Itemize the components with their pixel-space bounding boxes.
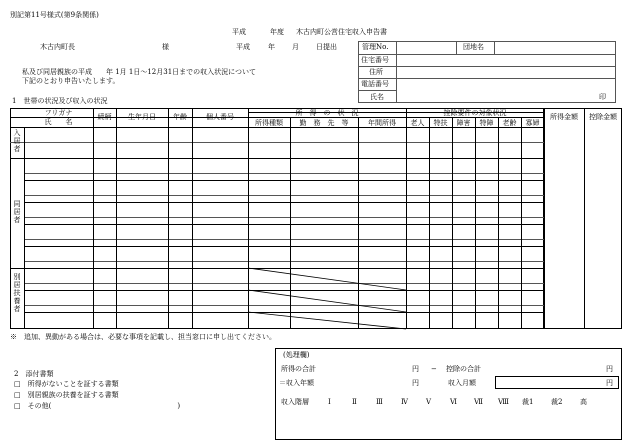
submit-month: 月	[292, 43, 299, 51]
group-deduction: 控除要件の対象状況	[443, 109, 507, 117]
col-age: 年齢	[173, 113, 187, 121]
section1-title: 1 世帯の状況及び収入の状況	[12, 97, 108, 105]
monthly-income-label: 収入月額	[448, 379, 476, 387]
title-era: 平成	[232, 28, 246, 36]
side-resident: 入居者	[13, 129, 21, 153]
rank-sai2: 裁2	[551, 398, 563, 406]
income-total-label: 所得の合計	[281, 365, 316, 373]
monthly-income-field	[495, 376, 619, 389]
rank-high: 高	[580, 398, 587, 406]
rank-2: Ⅱ	[352, 398, 357, 406]
submit-year: 年	[268, 43, 275, 51]
col-elderly: 老人	[410, 119, 425, 127]
form-title: 木古内町公営住宅収入申告書	[296, 28, 387, 36]
rank-1: Ⅰ	[328, 398, 331, 406]
deduction-total-label: 控除の合計	[446, 365, 481, 373]
submit-day: 日提出	[316, 43, 337, 51]
col-name: 氏 名	[44, 118, 73, 126]
col-deduction-amount: 控除金額	[589, 113, 617, 121]
col-relation: 続柄	[97, 113, 112, 121]
statement-line2: 下記のとおり申告いたします。	[22, 77, 120, 85]
rank-7: Ⅶ	[474, 398, 484, 406]
rank-6: Ⅵ	[450, 398, 458, 406]
col-disabled: 障害	[456, 119, 471, 127]
rank-label: 収入階層	[281, 398, 309, 406]
col-special: 特扶	[433, 119, 448, 127]
rank-3: Ⅲ	[376, 398, 383, 406]
processing-box	[275, 348, 622, 440]
name-label: 氏名	[370, 93, 384, 101]
col-workplace: 勤 務 先 等	[299, 119, 349, 127]
addressee-mayor: 木古内町長	[40, 43, 75, 51]
group-income: 所 得 の 状 況	[295, 109, 359, 117]
col-aged-spouse: 老齢	[502, 119, 517, 127]
processing-title: (処理欄)	[283, 351, 310, 359]
attach-item-1: □ 所得がないことを証する書類	[14, 380, 119, 388]
title-year-suffix: 年度	[270, 28, 284, 36]
addressee-honorific: 様	[162, 43, 169, 51]
rank-sai1: 裁1	[522, 398, 534, 406]
address-label: 住所	[369, 68, 383, 76]
phone-label: 電話番号	[361, 80, 389, 88]
kanri-no-label: 管理No.	[362, 43, 389, 51]
danchi-label: 団地名	[463, 43, 484, 51]
jutaku-no-label: 住宅番号	[361, 56, 389, 64]
seal-mark: 印	[599, 93, 606, 101]
attach-item-3: □ その他( )	[14, 402, 181, 410]
col-widow: 寡婦	[525, 119, 540, 127]
rank-5: Ⅴ	[426, 398, 432, 406]
attach-item-2: □ 別居親族の扶養を証する書類	[14, 391, 119, 399]
col-dob: 生年月日	[128, 113, 156, 121]
income-total-yen: 円	[412, 365, 419, 373]
col-income-amount: 所得金額	[550, 113, 578, 121]
deduction-total-yen: 円	[606, 365, 613, 373]
rank-4: Ⅳ	[401, 398, 408, 406]
col-personal-no: 個人番号	[206, 113, 234, 121]
col-annual: 年間所得	[368, 119, 396, 127]
annual-income-yen: 円	[412, 379, 419, 387]
col-income-type: 所得種類	[255, 119, 283, 127]
side-separate: 別居扶養者	[13, 273, 21, 313]
note: ※ 追加、異動がある場合は、必要な事項を記載し、担当窓口に申し出てください。	[10, 333, 276, 341]
monthly-income-yen: 円	[606, 379, 613, 387]
section2-title: 2 添付書類	[14, 370, 54, 378]
col-furigana: フリガナ	[44, 109, 73, 117]
col-special-disabled: 特障	[479, 119, 494, 127]
minus-sign: −	[431, 365, 437, 373]
statement-line1: 私及び同居親族の平成 年 1月 1日〜12月31日までの収入状況について	[22, 68, 257, 76]
side-cohabitant: 同居者	[13, 200, 21, 224]
submit-era: 平成	[236, 43, 250, 51]
rank-8: Ⅷ	[498, 398, 510, 406]
form-id: 別記第11号様式(第9条関係)	[10, 11, 99, 19]
annual-income-label: ＝収入年額	[279, 379, 314, 387]
